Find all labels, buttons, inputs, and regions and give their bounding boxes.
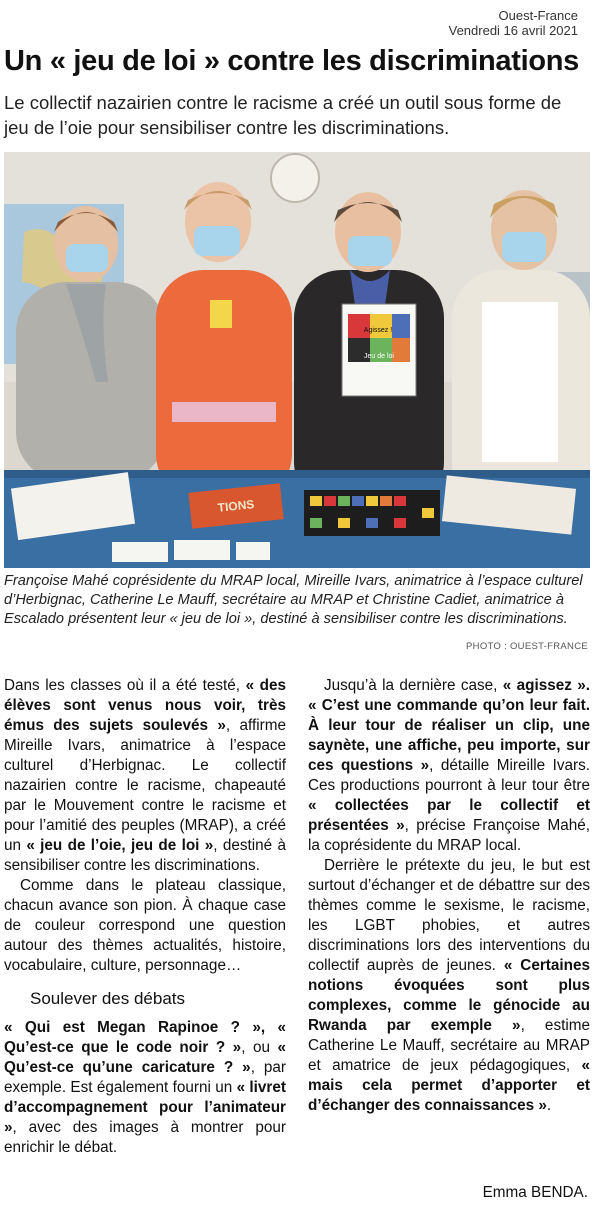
- column-right: [308, 676, 590, 1116]
- booklet-title: Agissez !: [363, 327, 393, 334]
- byline: Emma BENDA.: [482, 1184, 588, 1201]
- booklet-subtitle: Jeu de loi: [364, 353, 394, 360]
- paragraph-5: Derrière le prétexte du jeu, le but est surtout d’échanger et de débattre sur des thèmes comme le sexisme, le racisme, les LGBT phobies, et autres discriminations lors des interventions du collectif auprès de jeunes. « Certaines notions évoquées sont plus complexes, comme le génocide au Rwanda par exemple », estime Catherine Le Mauff, secrétaire au MRAP et amatrice de jeux pédagogiques, « mais cela permet d’apporter et d’échanger des connaissances ».: [308, 857, 590, 1114]
- yellow-card: [210, 300, 232, 328]
- headline: Un « jeu de loi » contre les discriminations: [4, 45, 580, 77]
- box-label: TIONS: [217, 497, 255, 515]
- photo-credit: PHOTO : OUEST-FRANCE: [466, 641, 588, 652]
- paragraph-4: Jusqu’à la dernière case, « agissez ». « C’est une commande qu’on leur fait. À leur tour de réaliser un clip, une saynète, une affiche, peu importe, sur ces questions », détaille Mireille Ivars. Ces productions pourront à leur tour être « collectées par le collectif et présentées », précise Françoise Mahé, la coprésidente du MRAP local.: [308, 677, 590, 854]
- paragraph-3: « Qui est Megan Rapinoe ? », « Qu’est-ce que le code noir ? », ou « Qu’est-ce qu’une caricature ? », par exemple. Est également fourni un « livret d’accompagnement pour l’animateur », avec des images à montrer pour enrichir le débat.: [4, 1019, 287, 1156]
- paragraph-1: Dans les classes où il a été testé, « des élèves sont venus nous voir, très émus des sujets soulevés », affirme Mireille Ivars, animatrice à l’espace culturel d’Herbignac. Le collectif nazairien contre le racisme, chapeauté par le Mouvement contre le racisme et pour l’amitié des peuples (MRAP), a créé un « jeu de l’oie, jeu de loi », destiné à sensibiliser contre les discriminations.: [4, 677, 286, 874]
- masthead: [449, 8, 578, 38]
- photo-illustration: [4, 152, 590, 568]
- photo-caption: Françoise Mahé coprésidente du MRAP local, Mireille Ivars, animatrice à l’espace culturel d’Herbignac, Catherine Le Mauff, secrétaire au MRAP et Christine Cadiet, animatrice à Escalado présentent leur « jeu de loi », destiné à sensibiliser contre les discriminations.: [4, 573, 583, 627]
- wall-lamp: [271, 154, 319, 202]
- subhead: Soulever des débats: [30, 989, 185, 1008]
- article-photo: [4, 152, 590, 568]
- lede: Le collectif nazairien contre le racisme a créé un outil sous forme de jeu de l’oie pour sensibiliser contre les discriminations.: [4, 92, 562, 138]
- masthead-paper: Ouest-France: [498, 8, 578, 23]
- column-left: [4, 676, 286, 1158]
- paragraph-2: Comme dans le plateau classique, chacun avance son pion. À chaque case de couleur correspond une question autour des thèmes actualités, histoire, vocabulaire, culture, personnage…: [4, 877, 286, 974]
- game-booklet: [342, 304, 416, 396]
- table: [4, 470, 590, 568]
- masthead-date: Vendredi 16 avril 2021: [448, 23, 578, 38]
